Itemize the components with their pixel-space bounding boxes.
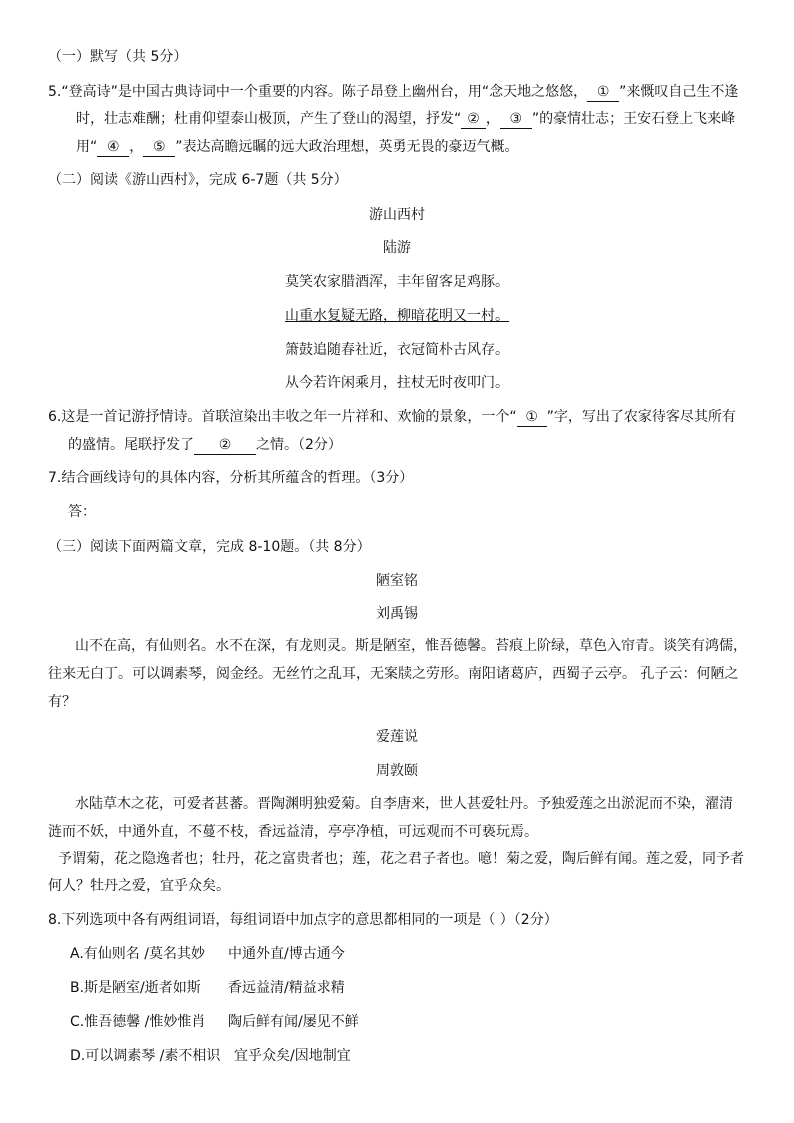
q8-option-d-part2: 宜乎众矣/因地制宜 [234,1048,351,1064]
q6-line2 [68,435,342,455]
q7-question: 7.结合画线诗句的具体内容，分析其所蕴含的哲理。（3分） [48,470,414,486]
q8-option-d [70,1046,351,1066]
q5-line2-text-b: ”的豪情壮志；王安石登上飞来峰 [531,111,736,127]
q6-line1-text-b: ”字，写出了农家待客尽其所有 [546,409,736,425]
q8-option-a-part1: A.有仙则名 /莫名其妙 [70,946,205,962]
poem-title: 游山西村 [369,207,425,223]
text1-line: 往来无白丁。可以调素琴，阅金经。无丝竹之乱耳，无案牍之劳形。南阳诸葛庐，西蜀子云亭。 孔子云：何陋之 [48,666,739,682]
q5-blank-3: ③ [500,111,532,129]
q8-option-b [70,978,345,998]
q6-line1 [48,407,736,427]
text1-title: 陋室铭 [376,573,418,589]
q5-line2 [76,109,735,129]
text2-line: 水陆草木之花，可爱者甚蕃。晋陶渊明独爱菊。自李唐来，世人甚爱牡丹。予独爱莲之出淤泥而不染，濯清 [75,796,733,812]
q5-line3-text-b: ”表达高瞻远瞩的远大政治理想，英勇无畏的豪迈气概。 [175,139,519,155]
poem-author: 陆游 [383,240,411,256]
q8-option-c [70,1012,359,1032]
text1-line: 有？ [48,694,76,710]
q5-sep-2: ， [485,111,500,127]
text2-line: 何人？牡丹之爱，宜乎众矣。 [48,878,230,894]
q6-blank-1: ① [517,409,547,427]
q5-line3 [76,137,519,157]
poem-line: 箫鼓追随春社近，衣冠简朴古风存。 [285,342,509,358]
text1-author: 刘禹锡 [376,606,418,622]
q6-line2-text-a: 的盛情。尾联抒发了 [68,437,194,453]
q8-option-a [70,944,345,964]
q5-sep-4: ， [129,139,144,155]
q8-option-d-part1: D.可以调素琴 /素不相识 [70,1048,221,1064]
section2-heading: （二）阅读《游山西村》，完成 6-7题（共 5分） [48,172,348,188]
q8-option-c-part2: 陶后鲜有闻/屡见不鲜 [228,1014,359,1030]
section3-heading: （三）阅读下面两篇文章，完成 8-10题。（共 8分） [48,539,371,555]
section1-heading: （一）默写（共 5分） [48,49,188,65]
text2-author: 周敦颐 [376,763,418,779]
q8-option-c-part1: C.惟吾德馨 /惟妙惟肖 [70,1014,206,1030]
q5-blank-4: ④ [97,139,129,157]
q8-option-b-part2: 香远益清/精益求精 [228,980,345,996]
text2-line: 涟而不妖，中通外直，不蔓不枝，香远益清，亭亭净植，可远观而不可亵玩焉。 [48,824,538,840]
q8-option-a-part2: 中通外直/博古通今 [228,946,345,962]
text2-line: 予谓菊，花之隐逸者也；牡丹，花之富贵者也；莲，花之君子者也。噫！菊之爱，陶后鲜有闻。莲之爱，同予者 [58,851,744,867]
poem-line: 莫笑农家腊酒浑，丰年留客足鸡豚。 [285,274,509,290]
text2-title: 爱莲说 [376,729,418,745]
q6-line1-text-a: 6.这是一首记游抒情诗。首联渲染出丰收之年一片祥和、欢愉的景象，一个“ [48,409,517,425]
q5-blank-2: ② [461,111,486,129]
q5-line2-text-a: 时，壮志难酬；杜甫仰望泰山极顶，产生了登山的渴望，抒发“ [76,111,462,127]
q5-blank-1: ① [587,84,619,102]
q5-blank-5: ⑤ [143,139,175,157]
q5-line1-text-b: ”来慨叹自己生不逢 [619,84,739,100]
poem-line-underlined [0,306,794,326]
answer-label: 答： [68,504,96,520]
q6-blank-2: ② [194,437,256,455]
q5-line1 [48,82,738,102]
poem-line-underlined-text: 山重水复疑无路，柳暗花明又一村。 [285,308,509,324]
text1-line: 山不在高，有仙则名。水不在深，有龙则灵。斯是陋室，惟吾德馨。苔痕上阶绿，草色入帘青。谈笑有鸿儒， [75,638,747,654]
q8-option-b-part1: B.斯是陋室/逝者如斯 [70,980,201,996]
poem-line: 从今若许闲乘月，拄杖无时夜叩门。 [285,375,509,391]
q8-stem: 8.下列选项中各有两组词语，每组词语中加点字的意思都相同的一项是（ ）（2分） [48,912,558,928]
q5-line1-text-a: 5.“登高诗”是中国古典诗词中一个重要的内容。陈子昂登上幽州台，用“念天地之悠悠， [48,84,588,100]
q6-line2-text-b: 之情。（2分） [256,437,342,453]
q5-line3-text-a: 用“ [76,139,98,155]
